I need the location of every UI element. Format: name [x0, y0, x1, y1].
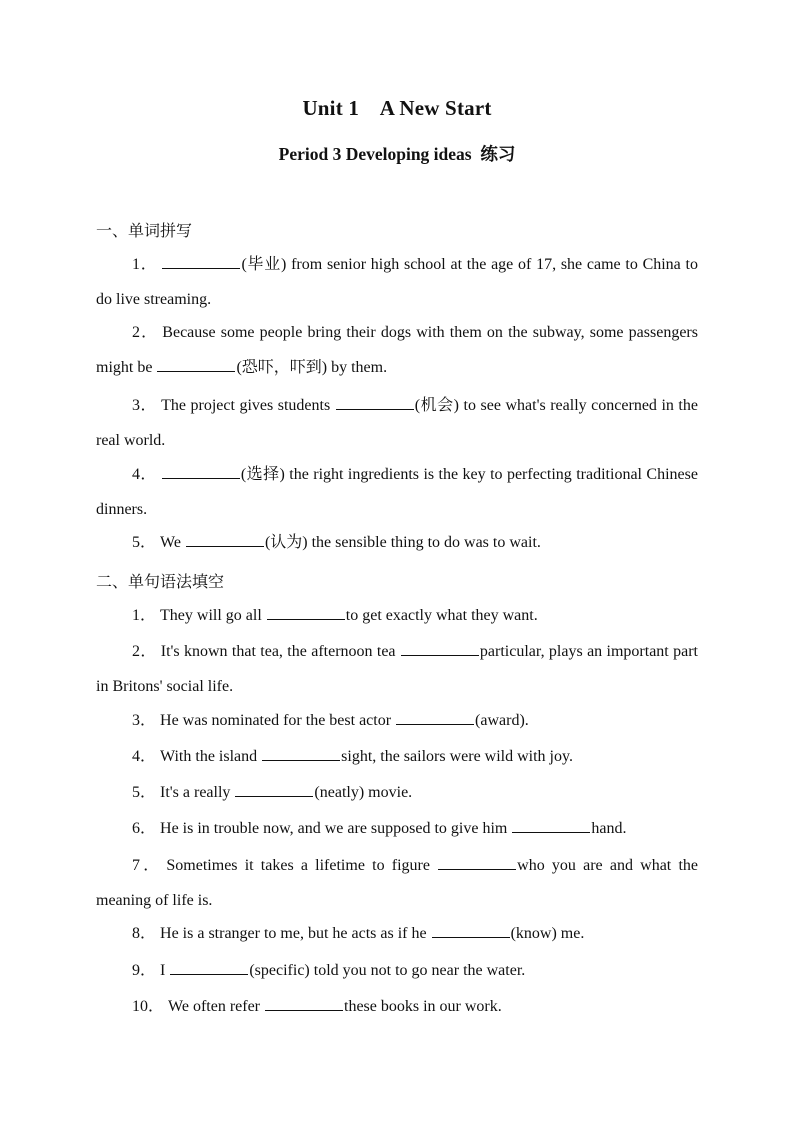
question-text-after: who you are and what the meaning of life is.	[96, 857, 698, 909]
question-text-after: particular, plays an important part in Britons' social life.	[96, 643, 698, 695]
answer-blank[interactable]	[170, 960, 248, 975]
question-text-before: We	[160, 534, 185, 551]
question-item	[96, 704, 698, 739]
question-item	[96, 849, 698, 918]
question-item	[96, 316, 698, 385]
page-title: Unit 1 A New Start	[302, 96, 492, 120]
question-item	[96, 740, 698, 775]
question-number: 10．	[132, 998, 165, 1015]
question-text-before: He was nominated for the best actor	[160, 712, 396, 729]
question-item	[96, 248, 698, 317]
answer-blank[interactable]	[235, 782, 313, 797]
question-number: 1．	[132, 607, 157, 624]
answer-blank[interactable]	[157, 357, 235, 372]
question-text-after: (认为) the sensible thing to do was to wait.	[264, 534, 541, 551]
question-text-after: (award).	[475, 712, 529, 729]
question-number: 7．	[132, 857, 163, 874]
question-text-before: We often refer	[168, 998, 264, 1015]
question-number: 6．	[132, 820, 157, 837]
section-heading-grammar: 二、单句语法填空	[96, 572, 225, 591]
question-text-after: to get exactly what they want.	[345, 607, 538, 624]
question-text-before: It's known that tea, the afternoon tea	[160, 643, 400, 660]
question-item	[96, 954, 698, 989]
question-number: 4．	[132, 466, 157, 483]
question-text-after: (neatly) movie.	[314, 784, 413, 801]
question-item	[96, 990, 698, 1025]
question-text-after: hand.	[591, 820, 627, 837]
question-item	[96, 599, 698, 634]
question-text-after: sight, the sailors were wild with joy.	[341, 748, 573, 765]
question-text-before: He is in trouble now, and we are supposed to give him	[160, 820, 512, 837]
question-number: 4．	[132, 748, 157, 765]
question-item	[96, 635, 698, 704]
page-subtitle: Period 3 Developing ideas 练习	[278, 144, 516, 164]
answer-blank[interactable]	[162, 464, 240, 479]
question-item	[96, 812, 698, 847]
question-number: 5．	[132, 784, 157, 801]
question-text-before: They will go all	[160, 607, 266, 624]
question-text-after: (specific) told you not to go near the water.	[249, 962, 526, 979]
question-text-before: I	[160, 962, 170, 979]
question-text-after: (机会) to see what's really concerned in the real world.	[96, 397, 698, 449]
question-text-before: Sometimes it takes a lifetime to figure	[166, 857, 438, 874]
question-number: 8．	[132, 925, 157, 942]
answer-blank[interactable]	[401, 641, 479, 656]
question-number: 9．	[132, 962, 157, 979]
answer-blank[interactable]	[512, 818, 590, 833]
answer-blank[interactable]	[265, 996, 343, 1011]
answer-blank[interactable]	[162, 254, 240, 269]
question-text-after: (恐吓，吓到) by them.	[236, 358, 388, 376]
question-number: 3．	[132, 712, 157, 729]
answer-blank[interactable]	[438, 855, 516, 870]
question-item	[96, 526, 698, 561]
answer-blank[interactable]	[186, 532, 264, 547]
question-text-after: (毕业) from senior high school at the age of 17, she came to China to do live streaming.	[96, 256, 698, 308]
answer-blank[interactable]	[262, 746, 340, 761]
question-number: 3．	[132, 397, 158, 414]
question-text-before: The project gives students	[161, 397, 335, 414]
question-text-before: Because some people bring their dogs with them on the subway, some passengers might be	[96, 324, 698, 376]
answer-blank[interactable]	[336, 395, 414, 410]
question-number: 2．	[132, 324, 159, 341]
question-text-after: (know) me.	[510, 925, 585, 942]
question-number: 2．	[132, 643, 157, 660]
question-text-after: (选择) the right ingredients is the key to perfecting traditional Chinese dinners.	[96, 466, 698, 518]
question-text-before: He is a stranger to me, but he acts as if he	[160, 925, 431, 942]
question-item	[96, 776, 698, 811]
question-item	[96, 389, 698, 458]
question-item	[96, 458, 698, 527]
answer-blank[interactable]	[396, 710, 474, 725]
question-number: 5．	[132, 534, 157, 551]
question-text-after: these books in our work.	[344, 998, 502, 1015]
section-heading-spelling: 一、单词拼写	[96, 221, 193, 240]
question-item	[96, 917, 698, 952]
question-number: 1．	[132, 256, 158, 273]
answer-blank[interactable]	[267, 605, 345, 620]
question-text-before: It's a really	[160, 784, 235, 801]
answer-blank[interactable]	[432, 923, 510, 938]
question-text-before: With the island	[160, 748, 262, 765]
